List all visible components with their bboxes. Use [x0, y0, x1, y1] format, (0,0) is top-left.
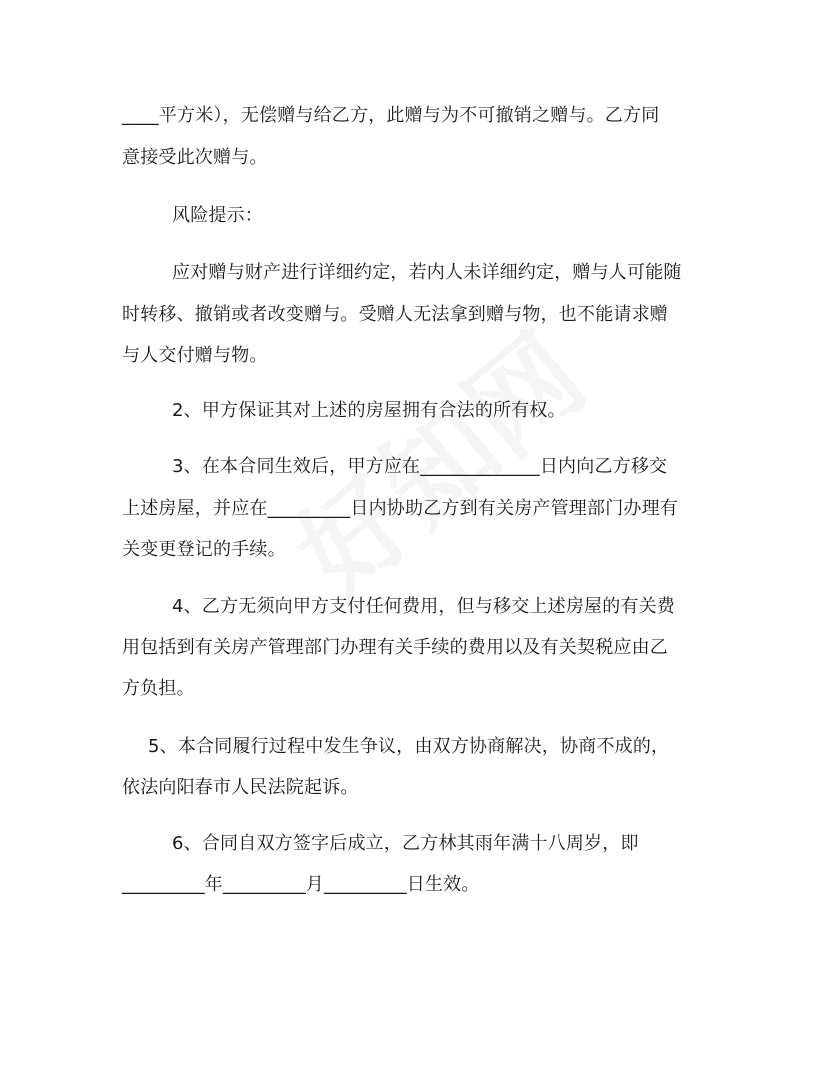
clause-3-line-2: 上述房屋，并应在_________日内协助乙方到有关房产管理部门办理有 [122, 498, 678, 519]
clause-3-line-3: 关变更登记的手续。 [122, 539, 286, 560]
risk-heading: 风险提示： [172, 205, 263, 226]
clause-4-line-1: 4、乙方无须向甲方支付任何费用，但与移交上述房屋的有关费 [172, 596, 676, 617]
clause-2-line-1: 2、甲方保证其对上述的房屋拥有合法的所有权。 [172, 400, 566, 421]
clause-4-line-3: 方负担。 [122, 678, 195, 699]
clause-3-line-1: 3、在本合同生效后，甲方应在_____________日内向乙方移交 [172, 456, 668, 477]
paragraph-3-line-3: 与人交付赠与物。 [122, 345, 268, 366]
paragraph-1-line-1: ____平方米），无偿赠与给乙方，此赠与为不可撤销之赠与。乙方同 [122, 105, 660, 126]
paragraph-3-line-1: 应对赠与财产进行详细约定，若内人未详细约定，赠与人可能随 [172, 262, 682, 283]
clause-5-line-2: 依法向阳春市人民法院起诉。 [122, 777, 359, 798]
clause-4-line-2: 用包括到有关房产管理部门办理有关手续的费用以及有关契税应由乙 [122, 637, 668, 658]
clause-6-line-1: 6、合同自双方签字后成立，乙方林其雨年满十八周岁，即 [172, 833, 639, 854]
clause-6-line-2: _________年_________月_________日生效。 [122, 874, 480, 895]
paragraph-1-line-2: 意接受此次赠与。 [122, 147, 268, 168]
paragraph-3-line-2: 时转移、撤销或者改变赠与。受赠人无法拿到赠与物，也不能请求赠 [122, 304, 668, 325]
clause-5-line-1: 5、本合同履行过程中发生争议，由双方协商解决，协商不成的， [148, 736, 670, 757]
